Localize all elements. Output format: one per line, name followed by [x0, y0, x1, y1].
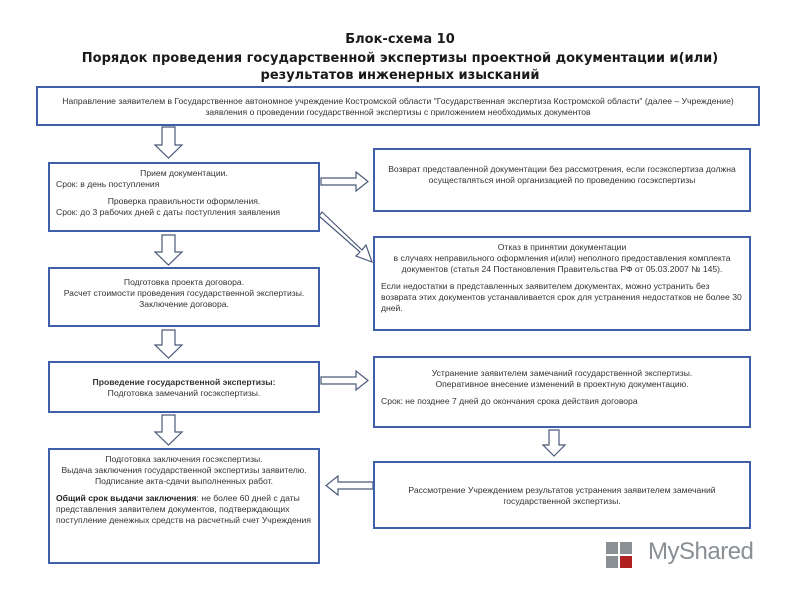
conclusion-line1: Подготовка заключения госэкспертизы. [105, 454, 263, 464]
reception-line4: Срок: до 3 рабочих дней с даты поступления заявления [56, 207, 281, 217]
conclusion-line2: Выдача заключения государственной экспертизы заявителю. [61, 465, 307, 475]
contract-line2: Расчет стоимости проведения государственной экспертизы. [63, 288, 305, 298]
reception-line1: Прием документации. [140, 168, 228, 178]
box-review-text: Рассмотрение Учреждением результатов устранения заявителем замечаний государственной экспертизы. [408, 485, 716, 506]
watermark-text: MyShared [648, 538, 754, 565]
box-expertise [48, 361, 320, 413]
fix-line2: Оперативное внесение изменений в проектную документацию. [435, 379, 689, 389]
diagram-title-line2: Порядок проведения государственной экспертизы проектной документации и(или) результатов инженерных изысканий [81, 51, 719, 83]
conclusion-term-label: Общий срок выдачи заключения [56, 493, 197, 503]
box-refusal [373, 236, 751, 331]
diagram-title-line1: Блок-схема 10 [345, 32, 455, 47]
box-conclusion [48, 448, 320, 564]
arrow-down-right [543, 430, 565, 456]
reception-line2: Срок: в день поступления [56, 179, 160, 189]
fix-line1: Устранение заявителем замечаний государственной экспертизы. [431, 368, 693, 378]
conclusion-line3: Подписание акта-сдачи выполненных работ. [94, 476, 274, 486]
contract-line1: Подготовка проекта договора. [123, 277, 245, 287]
arrow-down-1 [155, 127, 182, 158]
box-application-text: Направление заявителем в Государственное автономное учреждение Костромской области "Государственная экспертиза Костромской области" (далее – Учреждение) заявления о проведении государственной экспертизы с приложением необходимых документов [62, 96, 734, 117]
expertise-line2: Подготовка замечаний госэкспертизы. [107, 388, 261, 398]
box-fix [373, 356, 751, 428]
contract-line3: Заключение договора. [139, 299, 229, 309]
arrow-right-return [321, 172, 368, 191]
box-return [373, 148, 751, 212]
box-return-text: Возврат представленной документации без рассмотрения, если госэкспертиза должна осуществляться иной организацией по проведению госэкспертизы [388, 164, 736, 185]
refusal-line3: Если недостатки в представленных заявителем документах, можно устранить без возврата этих документов устанавливается срок для устранения недостатков не более 30 дней. [381, 281, 742, 313]
fix-line3: Срок: не позднее 7 дней до окончания срока действия договора [381, 396, 638, 406]
refusal-line2: в случаях неправильного оформления и(или) неполного предоставления комплекта документов (статья 24 Постановления Правительства РФ от 05.03.2007 № 145). [393, 253, 731, 274]
arrow-down-3 [155, 330, 182, 358]
box-application [36, 86, 760, 126]
arrow-down-2 [155, 235, 182, 265]
expertise-line1: Проведение государственной экспертизы: [92, 377, 276, 387]
arrow-left-conclusion [326, 476, 373, 495]
arrow-down-4 [155, 415, 182, 445]
reception-line3: Проверка правильности оформления. [107, 196, 261, 206]
conclusion-line4 [56, 493, 312, 526]
arrow-diagonal-refusal [319, 212, 372, 262]
box-contract [48, 267, 320, 327]
arrow-right-fix [321, 371, 368, 390]
box-review [373, 461, 751, 529]
conclusion-term-text: : не более 60 дней с даты представления заявителем документов, подтверждающих поступление денежных средств на расчетный счет Учреждения [56, 493, 311, 525]
refusal-line1: Отказ в принятии документации [497, 242, 627, 252]
box-reception [48, 162, 320, 232]
